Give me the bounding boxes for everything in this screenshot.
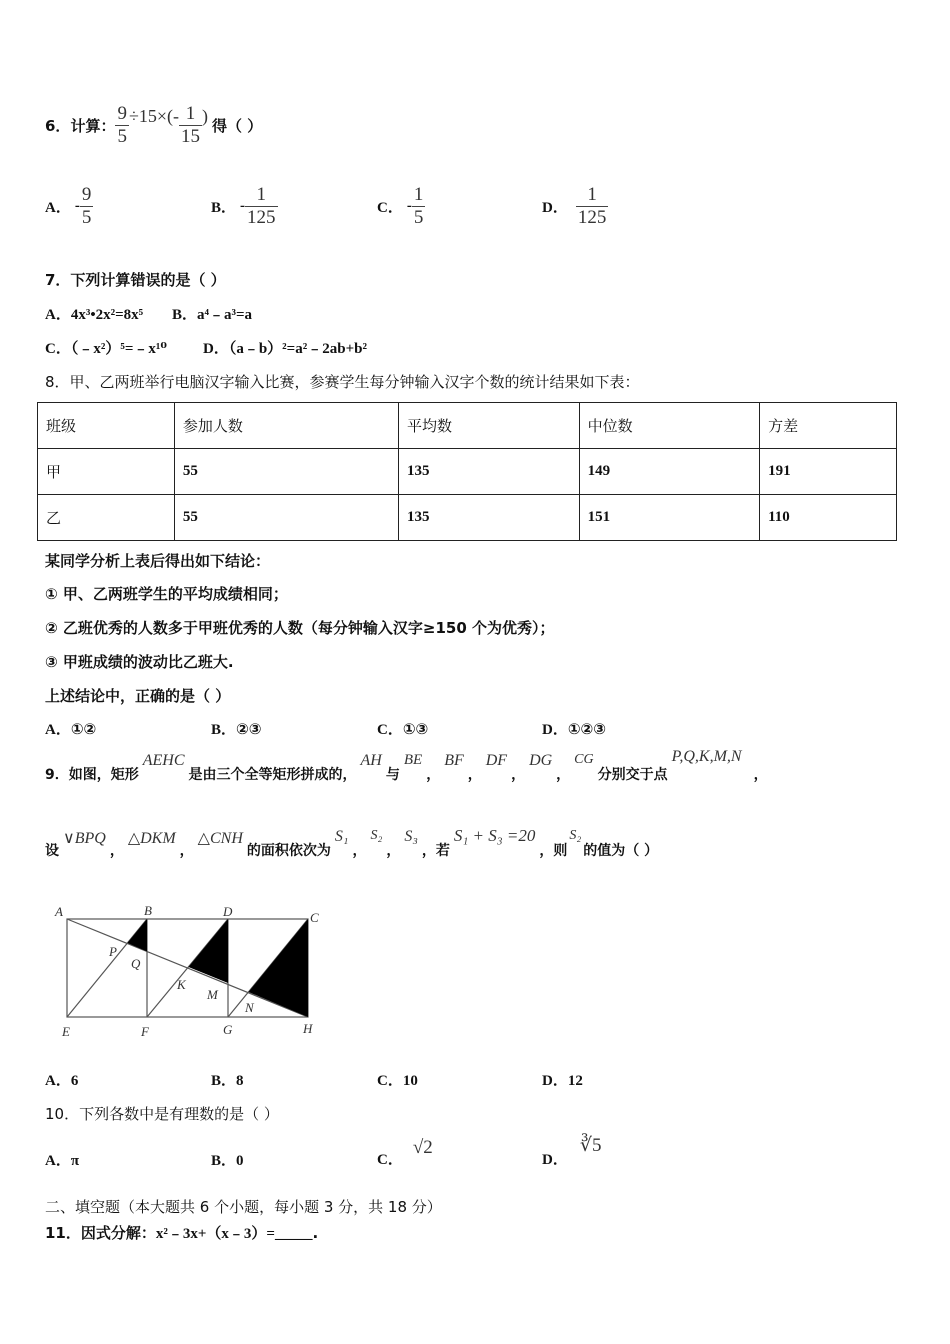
table-header: 参加人数 xyxy=(174,403,398,449)
q6-option-d[interactable]: D． $\frac{1}{125}$ xyxy=(542,184,607,228)
q6-suffix: 得（ ） xyxy=(211,116,263,135)
table-header: 平均数 xyxy=(399,403,580,449)
triangle-bpq xyxy=(127,919,147,952)
q9-option-b[interactable]: B．8 xyxy=(211,1073,244,1089)
table-cell: 191 xyxy=(760,449,897,495)
q10-option-b[interactable]: B．0 xyxy=(211,1153,244,1169)
q8-question: 上述结论中，正确的是（ ） xyxy=(45,687,231,705)
q7-option-b[interactable]: B．a⁴﹣a³=a xyxy=(172,307,253,323)
q6-prompt: 计算： xyxy=(70,116,116,135)
table-cell: 甲 xyxy=(38,449,175,495)
q8-conclusion-1: ① 甲、乙两班学生的平均成绩相同； xyxy=(45,585,288,603)
table-header: 班级 xyxy=(38,403,175,449)
point-label-m: M xyxy=(207,987,218,1002)
q7-stem: 7．下列计算错误的是（ ） xyxy=(45,271,226,289)
point-label-a: A xyxy=(55,904,63,919)
table-cell: 乙 xyxy=(38,495,175,541)
section-2-title: 二、填空题（本大题共 6 个小题，每小题 3 分，共 18 分） xyxy=(45,1198,442,1216)
q10-option-a[interactable]: A．π xyxy=(45,1153,80,1169)
point-label-k: K xyxy=(177,977,186,992)
q8-stem: 8．甲、乙两班举行电脑汉字输入比赛，参赛学生每分钟输入汉字个数的统计结果如下表： xyxy=(45,373,640,391)
point-label-c: C xyxy=(310,910,319,925)
q6-fraction-2: $\frac{1}{15}$ xyxy=(180,102,200,147)
point-label-d: D xyxy=(223,904,233,919)
table-cell: 55 xyxy=(174,495,398,541)
q7-option-d[interactable]: D．（a﹣b）²=a²﹣2ab+b² xyxy=(203,341,367,357)
q8-option-b[interactable]: B．②③ xyxy=(211,720,262,738)
triangle-dkm xyxy=(189,919,229,983)
q8-intro: 某同学分析上表后得出如下结论： xyxy=(45,552,271,570)
q6-option-a[interactable]: A． - $\frac{9}{5}$ xyxy=(45,184,92,228)
point-label-q: Q xyxy=(131,956,141,971)
q6-number: 6． xyxy=(45,116,71,135)
q6-expression: ÷15×(- xyxy=(128,105,179,126)
table-header: 中位数 xyxy=(579,403,760,449)
table-cell: 110 xyxy=(760,495,897,541)
q7-option-a[interactable]: A．4x³•2x²=8x⁵ xyxy=(45,307,144,323)
sqrt-2: √2 xyxy=(412,1137,433,1158)
q6-option-c[interactable]: C． - $\frac{1}{5}$ xyxy=(377,184,424,228)
q10-option-d[interactable]: D． ∛5 xyxy=(542,1135,602,1168)
q6-fraction-1: $\frac{9}{5}$ xyxy=(117,102,127,147)
q6-option-b[interactable]: B． - $\frac{1}{125}$ xyxy=(211,184,276,228)
question-11: 11．因式分解：x²﹣3x+（x﹣3）=_____. xyxy=(45,1224,319,1242)
table-cell: 55 xyxy=(174,449,398,495)
point-label-f: F xyxy=(141,1024,149,1039)
q10-stem: 10．下列各数中是有理数的是（ ） xyxy=(45,1105,279,1123)
point-label-h: H xyxy=(303,1021,313,1036)
q8-option-c[interactable]: C．①③ xyxy=(377,720,429,738)
answer-blank[interactable]: _____ xyxy=(274,1226,313,1242)
q8-option-d[interactable]: D．①②③ xyxy=(542,720,606,738)
cube-root-5: ∛5 xyxy=(579,1135,602,1156)
q8-option-a[interactable]: A．①② xyxy=(45,720,97,738)
question-6: 6． 计算： $\frac{9}{5}$ ÷15×(- $\frac{1}{15}$ ) 得（ ） xyxy=(45,102,263,147)
point-label-b: B xyxy=(144,903,152,918)
table-cell: 135 xyxy=(399,495,580,541)
point-label-n: N xyxy=(245,1000,254,1015)
table-cell: 151 xyxy=(579,495,760,541)
q10-option-c[interactable]: C． √2 xyxy=(377,1137,433,1168)
q8-conclusion-3: ③ 甲班成绩的波动比乙班大. xyxy=(45,653,234,671)
q9-line-1: 9．如图，矩形 AEHC 是由三个全等矩形拼成的， AH 与 BE ， BF ， DF ， DG ， CG 分别交于点 P,Q,K,M,N ， xyxy=(45,748,768,783)
table-cell: 149 xyxy=(579,449,760,495)
point-label-e: E xyxy=(62,1024,70,1039)
triangle-cnh xyxy=(249,919,309,1017)
q9-option-a[interactable]: A．6 xyxy=(45,1073,79,1089)
q9-option-c[interactable]: C．10 xyxy=(377,1073,418,1089)
q7-option-c[interactable]: C．（﹣x²）⁵=﹣x¹⁰ xyxy=(45,341,167,357)
q9-line-2: 设 ∨BPQ ， △DKM ， △CNH 的面积依次为 S₁ ， S₂ ， S₃ ，若 S₁ + S₃ =20 ，则 S₂ 的值为（ ） xyxy=(45,826,659,859)
point-label-g: G xyxy=(223,1022,233,1037)
point-label-p: P xyxy=(109,944,117,959)
table-header: 方差 xyxy=(760,403,897,449)
q8-conclusion-2: ② 乙班优秀的人数多于甲班优秀的人数（每分钟输入汉字≥150 个为优秀）； xyxy=(45,619,555,637)
table-cell: 135 xyxy=(399,449,580,495)
q9-option-d[interactable]: D．12 xyxy=(542,1073,583,1089)
